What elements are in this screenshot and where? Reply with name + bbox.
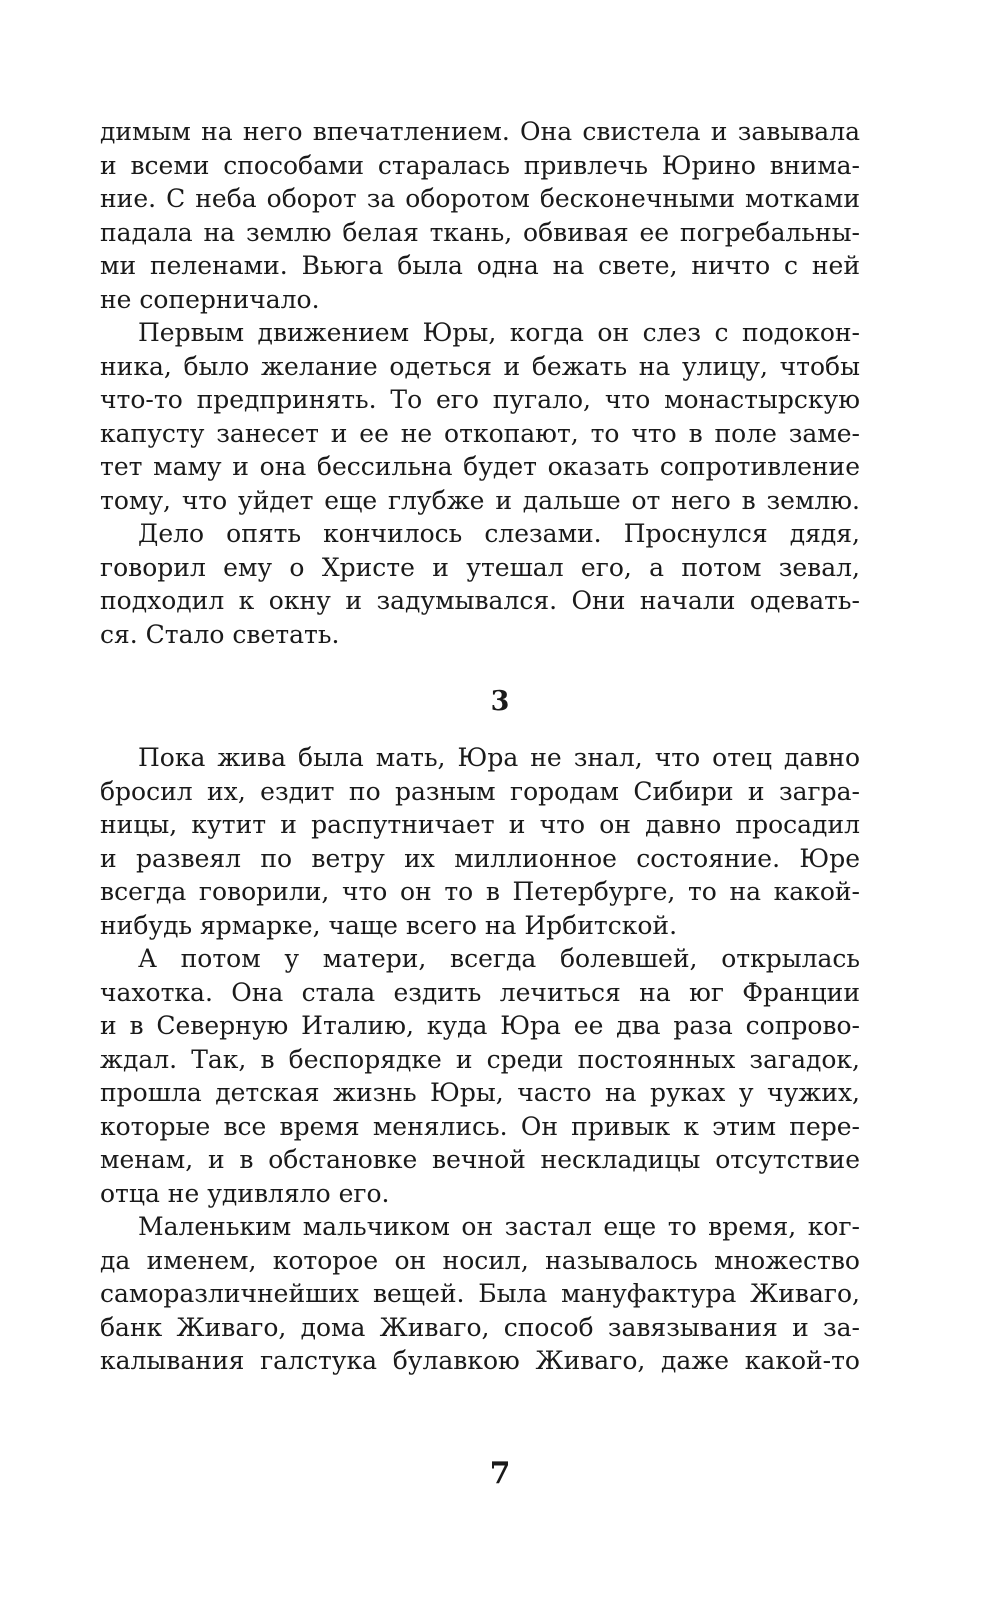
text-line: отца не удивляло его. — [100, 1178, 390, 1208]
text-line: и в Северную Италию, куда Юра ее два раза сопрово- — [100, 1011, 860, 1040]
text-line: не соперничало. — [100, 284, 320, 314]
text-line: да именем, которое он носил, называлось множество — [100, 1245, 860, 1275]
paragraph — [100, 1210, 860, 1378]
chapter-number: 3 — [490, 686, 510, 717]
text-line: ждал. Так, в беспорядке и среди постоянных загадок, — [100, 1044, 860, 1074]
paragraph — [100, 517, 860, 651]
text-line: саморазличнейших вещей. Была мануфактура Живаго, — [100, 1279, 860, 1308]
text-line: ние. С неба оборот за оборотом бесконечными мотками — [100, 184, 860, 213]
paragraph — [100, 741, 860, 942]
text-line: банк Живаго, дома Живаго, способ завязывания и за- — [100, 1312, 860, 1342]
text-line: чахотка. Она стала ездить лечиться на юг Франции — [100, 977, 860, 1007]
text-line: Первым движением Юры, когда он слез с подокон- — [138, 318, 860, 347]
text-line: менам, и в обстановке вечной нескладицы отсутствие — [100, 1145, 860, 1174]
text-line: всегда говорили, что он то в Петербурге, то на какой- — [100, 877, 860, 906]
text-line: тому, что уйдет еще глубже и дальше от него в землю. — [100, 485, 860, 515]
text-line: капусту занесет и ее не откопают, то что в поле заме- — [100, 418, 860, 448]
text-line: и всеми способами старалась привлечь Юрино внима- — [100, 150, 860, 180]
text-line: прошла детская жизнь Юры, часто на руках у чужих, — [100, 1078, 860, 1107]
text-section-bottom — [100, 741, 860, 1378]
text-line: тет маму и она бессильна будет оказать сопротивление — [100, 452, 860, 481]
text-line: А потом у матери, всегда болевшей, открылась — [138, 944, 860, 973]
text-section-top — [100, 115, 860, 651]
paragraph — [100, 316, 860, 517]
text-line: нибудь ярмарке, чаще всего на Ирбитской. — [100, 910, 678, 940]
text-line: говорил ему о Христе и утешал его, а потом зевал, — [100, 552, 860, 582]
text-line: ницы, кутит и распутничает и что он давно просадил — [100, 810, 860, 839]
paragraph — [100, 942, 860, 1210]
text-line: ся. Стало светать. — [100, 619, 340, 649]
text-line: калывания галстука булавкою Живаго, даже какой-то — [100, 1346, 860, 1375]
text-line: ми пеленами. Вьюга была одна на свете, ничто с ней — [100, 251, 860, 280]
text-line: ника, было желание одеться и бежать на улицу, чтобы — [100, 351, 860, 381]
text-line: которые все время менялись. Он привык к этим пере- — [100, 1111, 860, 1141]
text-line: димым на него впечатлением. Она свистела и завывала — [100, 117, 860, 146]
paragraph — [100, 115, 860, 316]
text-line: Пока жива была мать, Юра не знал, что отец давно — [138, 743, 860, 772]
text-line: падала на землю белая ткань, обвивая ее погребальны- — [100, 217, 860, 247]
text-line: и развеял по ветру их миллионное состояние. Юре — [100, 843, 860, 873]
text-line: что-то предпринять. То его пугало, что монастырскую — [100, 385, 860, 414]
text-line: бросил их, ездит по разным городам Сибири и загра- — [100, 776, 860, 806]
text-line: подходил к окну и задумывался. Они начали одевать- — [100, 586, 860, 615]
page-number: 7 — [489, 1456, 511, 1491]
text-line: Дело опять кончилось слезами. Проснулся дядя, — [138, 519, 860, 548]
text-line: Маленьким мальчиком он застал еще то время, ког- — [138, 1212, 860, 1241]
